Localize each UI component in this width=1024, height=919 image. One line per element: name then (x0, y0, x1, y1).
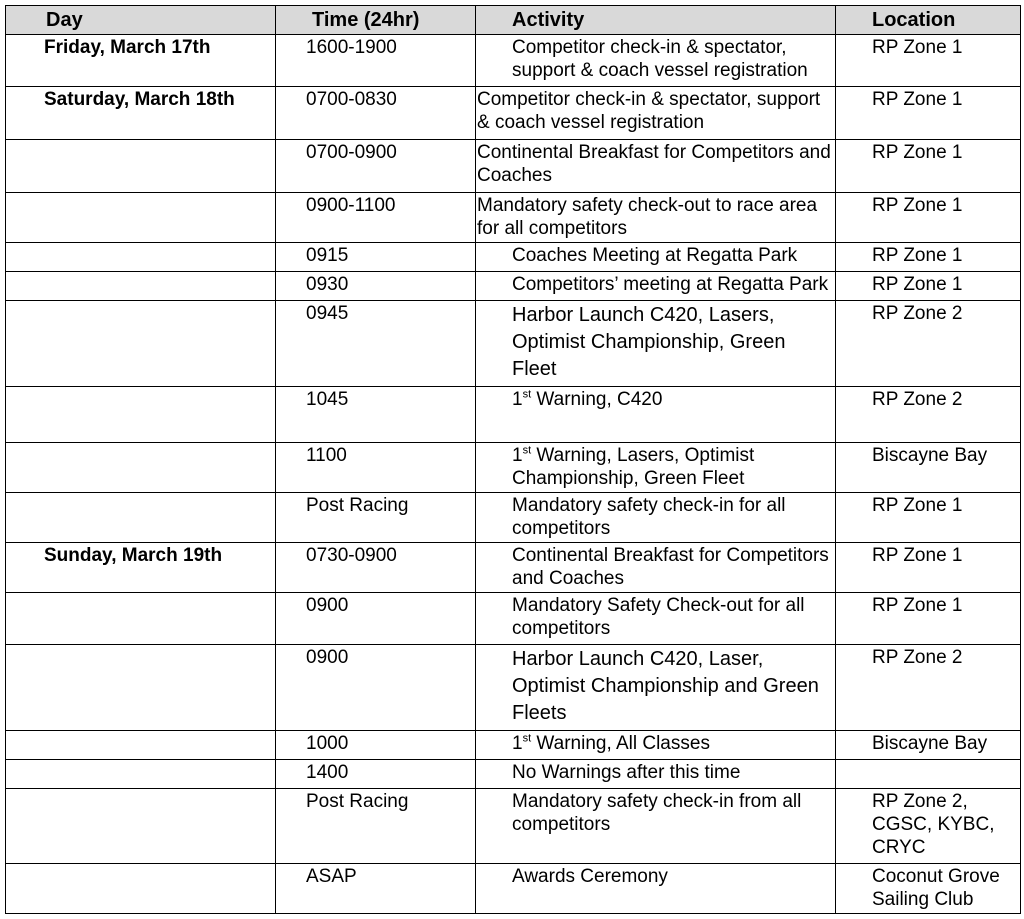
time-cell: 0900-1100 (276, 193, 476, 243)
time-cell: Post Racing (276, 789, 476, 864)
table-row (6, 760, 1021, 789)
location-cell: RP Zone 1 (836, 140, 1021, 193)
day-cell (6, 140, 276, 193)
table-row (6, 789, 1021, 864)
day-cell (6, 443, 276, 493)
activity-cell: Mandatory Safety Check-out for all competitors (476, 593, 836, 645)
activity-cell: Continental Breakfast for Competitors and Coaches (476, 543, 836, 593)
location-cell: RP Zone 2 (836, 301, 1021, 387)
location-cell: RP Zone 1 (836, 243, 1021, 272)
ordinal-number: 1 (512, 389, 523, 410)
time-cell: 0730-0900 (276, 543, 476, 593)
time-cell: 1100 (276, 443, 476, 493)
table-row (6, 35, 1021, 87)
location-cell: RP Zone 2, CGSC, KYBC, CRYC (836, 789, 1021, 864)
activity-cell (476, 731, 836, 760)
time-cell: 0900 (276, 645, 476, 731)
location-cell: RP Zone 1 (836, 35, 1021, 87)
activity-text: Warning, C420 (531, 389, 663, 410)
day-cell (6, 731, 276, 760)
location-cell: Biscayne Bay (836, 731, 1021, 760)
activity-cell: Harbor Launch C420, Laser, Optimist Championship and Green Fleets (476, 645, 836, 731)
header-day: Day (6, 6, 276, 35)
day-cell (6, 864, 276, 914)
time-cell: 1400 (276, 760, 476, 789)
day-cell (6, 272, 276, 301)
time-cell: ASAP (276, 864, 476, 914)
table-row (6, 272, 1021, 301)
day-cell: Friday, March 17th (6, 35, 276, 87)
activity-text: Warning, Lasers, Optimist Championship, Green Fleet (512, 445, 755, 489)
header-location: Location (836, 6, 1021, 35)
activity-cell: Coaches Meeting at Regatta Park (476, 243, 836, 272)
day-cell (6, 760, 276, 789)
day-cell: Saturday, March 18th (6, 87, 276, 140)
ordinal-suffix: st (522, 388, 532, 401)
location-cell: Coconut Grove Sailing Club (836, 864, 1021, 914)
table-row (6, 731, 1021, 760)
table-row (6, 443, 1021, 493)
time-cell: 1045 (276, 387, 476, 443)
activity-cell (476, 387, 836, 443)
location-cell: RP Zone 1 (836, 193, 1021, 243)
header-row (6, 6, 1021, 35)
time-cell: 0700-0900 (276, 140, 476, 193)
activity-cell: Competitor check-in & spectator, support & coach vessel registration (476, 87, 836, 140)
day-cell (6, 387, 276, 443)
day-cell (6, 645, 276, 731)
table-row (6, 243, 1021, 272)
header-activity: Activity (476, 6, 836, 35)
table-row (6, 87, 1021, 140)
location-cell: RP Zone 2 (836, 387, 1021, 443)
table-row (6, 301, 1021, 387)
table-row (6, 593, 1021, 645)
table-row (6, 645, 1021, 731)
time-cell: 0700-0830 (276, 87, 476, 140)
ordinal-suffix: st (522, 732, 532, 745)
time-cell: 0915 (276, 243, 476, 272)
table-row (6, 543, 1021, 593)
activity-cell: Competitor check-in & spectator, support & coach vessel registration (476, 35, 836, 87)
day-cell (6, 789, 276, 864)
table-row (6, 493, 1021, 543)
day-cell (6, 593, 276, 645)
day-cell (6, 193, 276, 243)
location-cell: RP Zone 2 (836, 645, 1021, 731)
activity-text: Warning, All Classes (531, 733, 710, 754)
ordinal-suffix: st (522, 444, 532, 457)
schedule-table (5, 5, 1021, 914)
activity-cell: Mandatory safety check-in from all competitors (476, 789, 836, 864)
time-cell: 0945 (276, 301, 476, 387)
time-cell: 1000 (276, 731, 476, 760)
activity-cell: Competitors’ meeting at Regatta Park (476, 272, 836, 301)
time-cell: 1600-1900 (276, 35, 476, 87)
table-row (6, 193, 1021, 243)
location-cell: Biscayne Bay (836, 443, 1021, 493)
day-cell (6, 301, 276, 387)
ordinal-number: 1 (512, 445, 523, 466)
table-row (6, 140, 1021, 193)
location-cell: RP Zone 1 (836, 87, 1021, 140)
activity-cell: Mandatory safety check-out to race area for all competitors (476, 193, 836, 243)
day-cell: Sunday, March 19th (6, 543, 276, 593)
location-cell (836, 760, 1021, 789)
location-cell: RP Zone 1 (836, 593, 1021, 645)
day-cell (6, 243, 276, 272)
activity-cell: Awards Ceremony (476, 864, 836, 914)
activity-cell: No Warnings after this time (476, 760, 836, 789)
day-cell (6, 493, 276, 543)
location-cell: RP Zone 1 (836, 272, 1021, 301)
activity-cell: Harbor Launch C420, Lasers, Optimist Championship, Green Fleet (476, 301, 836, 387)
time-cell: Post Racing (276, 493, 476, 543)
location-cell: RP Zone 1 (836, 493, 1021, 543)
time-cell: 0900 (276, 593, 476, 645)
time-cell: 0930 (276, 272, 476, 301)
activity-cell: Continental Breakfast for Competitors and Coaches (476, 140, 836, 193)
location-cell: RP Zone 1 (836, 543, 1021, 593)
activity-cell (476, 443, 836, 493)
ordinal-number: 1 (512, 733, 523, 754)
header-time: Time (24hr) (276, 6, 476, 35)
table-row (6, 387, 1021, 443)
activity-cell: Mandatory safety check-in for all competitors (476, 493, 836, 543)
table-row (6, 864, 1021, 914)
